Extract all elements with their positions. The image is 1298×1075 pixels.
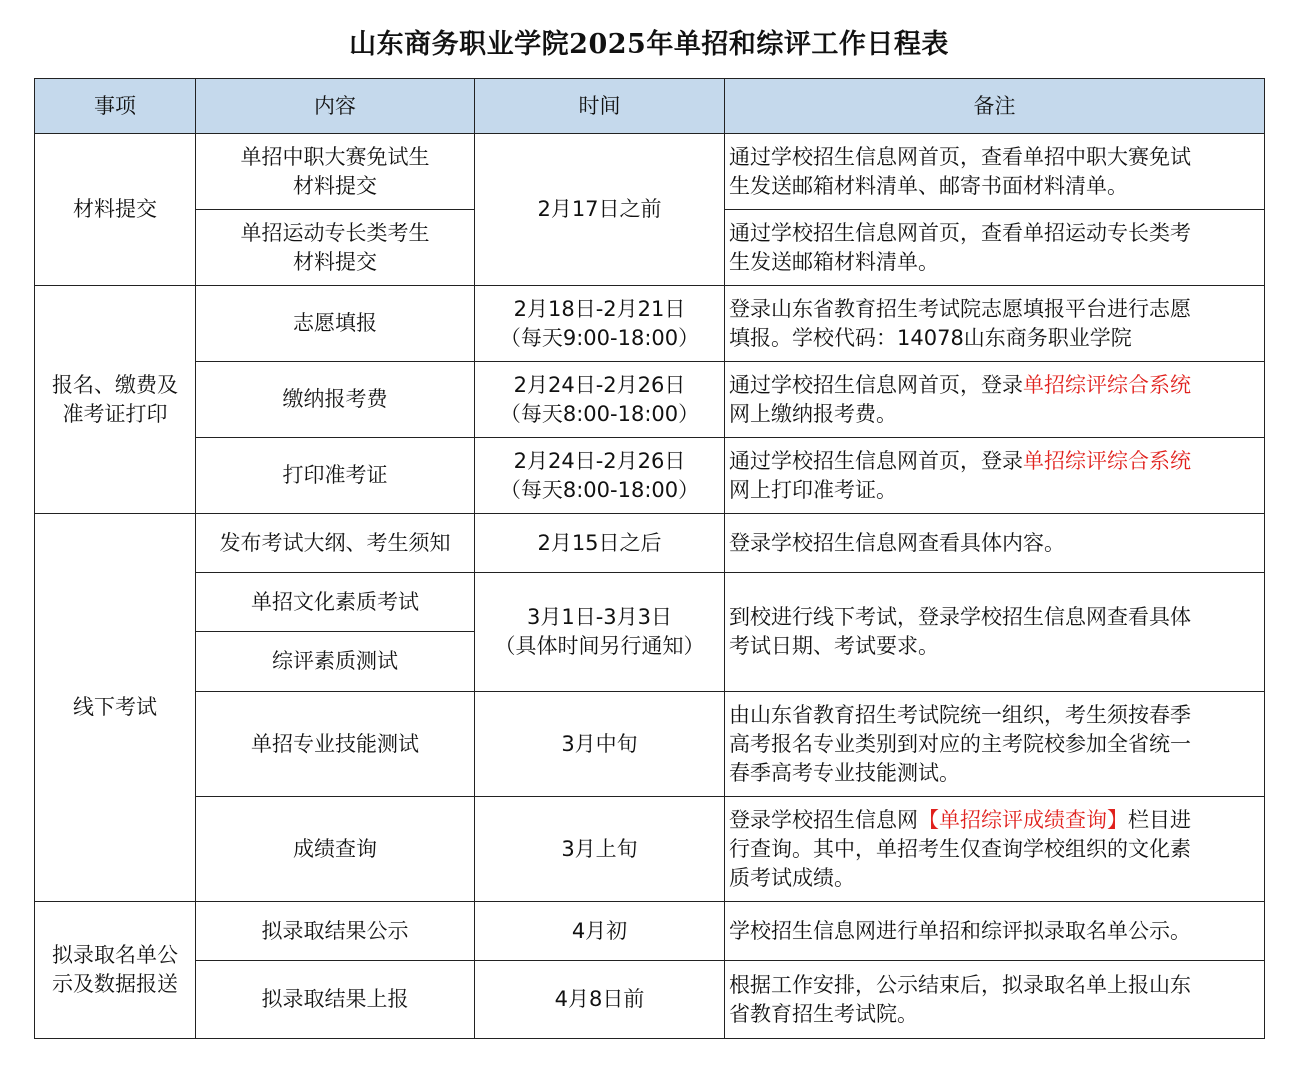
time-cell: 2月18日-2月21日 （每天9:00-18:00） xyxy=(475,286,725,362)
note-cell: 登录学校招生信息网【单招综评成绩查询】栏目进 行查询。其中，单招考生仅查询学校组织的文化素 质考试成绩。 xyxy=(725,797,1265,902)
page-title: 山东商务职业学院2025年单招和综评工作日程表 xyxy=(349,29,949,60)
content-cell: 成绩查询 xyxy=(196,797,475,902)
group-offline: 线下考试 xyxy=(35,514,196,902)
table-row xyxy=(35,692,1265,797)
note-cell: 通过学校招生信息网首页，查看单招中职大赛免试 生发送邮箱材料清单、邮寄书面材料清单。 xyxy=(725,134,1265,210)
content-cell: 发布考试大纲、考生须知 xyxy=(196,514,475,573)
note-cell: 通过学校招生信息网首页，查看单招运动专长类考 生发送邮箱材料清单。 xyxy=(725,210,1265,286)
content-cell: 单招文化素质考试 xyxy=(196,573,475,632)
group-registration: 报名、缴费及 准考证打印 xyxy=(35,286,196,514)
note-cell: 由山东省教育招生考试院统一组织，考生须按春季 高考报名专业类别到对应的主考院校参加全省统一 春季高考专业技能测试。 xyxy=(725,692,1265,797)
header-content: 内容 xyxy=(196,79,475,134)
system-link-text: 单招综评综合系统 xyxy=(1023,372,1191,397)
time-cell: 2月24日-2月26日 （每天8:00-18:00） xyxy=(475,438,725,514)
header-item: 事项 xyxy=(35,79,196,134)
note-cell: 登录山东省教育招生考试院志愿填报平台进行志愿 填报。学校代码：14078山东商务职业学院 xyxy=(725,286,1265,362)
table-row xyxy=(35,362,1265,438)
table-row xyxy=(35,134,1265,210)
note-cell: 根据工作安排，公示结束后，拟录取名单上报山东 省教育招生考试院。 xyxy=(725,961,1265,1039)
content-cell: 缴纳报考费 xyxy=(196,362,475,438)
time-cell: 2月15日之后 xyxy=(475,514,725,573)
time-cell: 3月上旬 xyxy=(475,797,725,902)
content-cell: 拟录取结果公示 xyxy=(196,902,475,961)
header-time: 时间 xyxy=(475,79,725,134)
time-cell: 4月8日前 xyxy=(475,961,725,1039)
table-row xyxy=(35,514,1265,573)
group-materials: 材料提交 xyxy=(35,134,196,286)
content-cell: 拟录取结果上报 xyxy=(196,961,475,1039)
header-note: 备注 xyxy=(725,79,1265,134)
table-row xyxy=(35,902,1265,961)
time-cell: 2月24日-2月26日 （每天8:00-18:00） xyxy=(475,362,725,438)
note-cell: 学校招生信息网进行单招和综评拟录取名单公示。 xyxy=(725,902,1265,961)
content-cell: 单招专业技能测试 xyxy=(196,692,475,797)
note-cell: 到校进行线下考试，登录学校招生信息网查看具体 考试日期、考试要求。 xyxy=(725,573,1265,692)
content-cell: 志愿填报 xyxy=(196,286,475,362)
time-cell: 4月初 xyxy=(475,902,725,961)
content-cell: 单招中职大赛免试生 材料提交 xyxy=(196,134,475,210)
note-cell: 通过学校招生信息网首页，登录单招综评综合系统 网上缴纳报考费。 xyxy=(725,362,1265,438)
content-cell: 单招运动专长类考生 材料提交 xyxy=(196,210,475,286)
note-cell: 通过学校招生信息网首页，登录单招综评综合系统 网上打印准考证。 xyxy=(725,438,1265,514)
time-cell: 3月中旬 xyxy=(475,692,725,797)
table-row xyxy=(35,438,1265,514)
time-cell: 2月17日之前 xyxy=(475,134,725,286)
note-cell: 登录学校招生信息网查看具体内容。 xyxy=(725,514,1265,573)
content-cell: 打印准考证 xyxy=(196,438,475,514)
table-row xyxy=(35,797,1265,902)
table-header-row xyxy=(35,79,1265,134)
time-cell: 3月1日-3月3日 （具体时间另行通知） xyxy=(475,573,725,692)
table-row xyxy=(35,573,1265,632)
table-row xyxy=(35,961,1265,1039)
group-admission: 拟录取名单公 示及数据报送 xyxy=(35,902,196,1039)
content-cell: 综评素质测试 xyxy=(196,632,475,692)
schedule-table xyxy=(34,78,1265,1039)
score-query-column-text: 【单招综评成绩查询】 xyxy=(918,807,1128,832)
table-row xyxy=(35,286,1265,362)
system-link-text: 单招综评综合系统 xyxy=(1023,448,1191,473)
